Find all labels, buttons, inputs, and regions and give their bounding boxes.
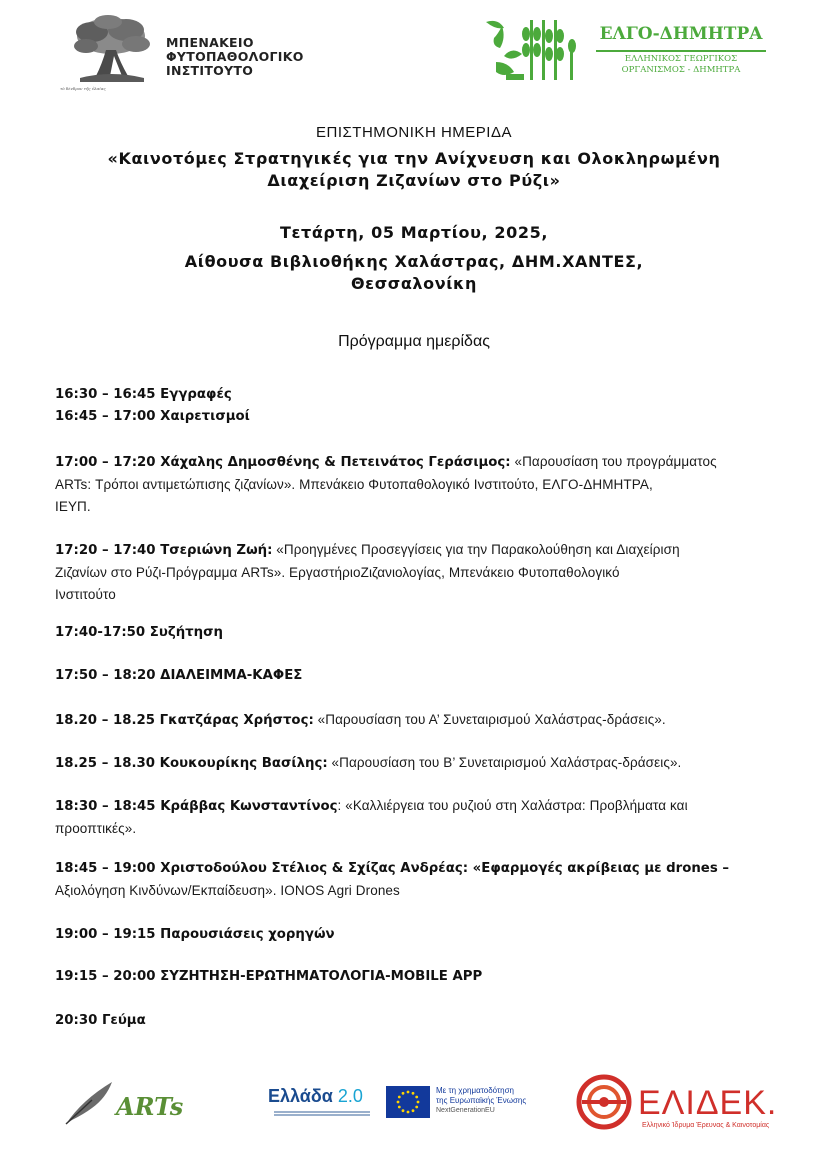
schedule-time: 18.20 – 18.25	[55, 713, 160, 728]
elidek-logo	[576, 1074, 806, 1134]
elgo-wheat-icon	[484, 16, 588, 84]
sponsor-footer	[0, 1070, 828, 1140]
event-venue	[0, 251, 828, 295]
institute-name-line: ΙΝΣΤΙΤΟΥΤΟ	[166, 63, 254, 78]
institute-name	[166, 36, 304, 78]
schedule-item	[55, 406, 775, 428]
schedule-item	[55, 752, 775, 775]
schedule-time: 17:40-17:50 Συζήτηση	[55, 625, 223, 640]
schedule-item	[55, 966, 775, 988]
event-title-line: «Καινοτόμες Στρατηγικές για την Ανίχνευση και Ολοκληρωμένη	[107, 149, 721, 168]
schedule-speaker: Τσεριώνη Ζωή:	[160, 543, 273, 558]
schedule-description: «Παρουσίαση του Β’ Συνεταιρισμού Χαλάστρας-δράσεις».	[327, 755, 682, 770]
arts-label: ARTs	[116, 1092, 184, 1121]
greece-tagline	[274, 1110, 370, 1118]
schedule-description: προοπτικές».	[55, 821, 137, 836]
elgo-title: ΕΛΓΟ-ΔΗΜΗΤΡΑ	[599, 24, 763, 44]
schedule-time: 17:50 – 18:20 ΔΙΑΛΕΙΜΜΑ-ΚΑΦΕΣ	[55, 668, 303, 683]
tree-caption: τὸ δένδρον τῆς ἐλαίας	[60, 86, 106, 91]
elidek-swirl-icon	[576, 1074, 632, 1130]
schedule-time: 17:20 – 17:40	[55, 543, 161, 558]
schedule-speaker: Γκατζάρας Χρήστος:	[159, 713, 314, 728]
elgo-wordmark	[592, 22, 770, 84]
eu-line: της Ευρωπαϊκής Ένωσης	[436, 1096, 527, 1105]
schedule-item	[55, 858, 775, 902]
elgo-subtitle-line: ΟΡΓΑΝΙΣΜΟΣ - ΔΗΜΗΤΡΑ	[621, 65, 741, 75]
schedule-time: 20:30 Γεύμα	[55, 1013, 146, 1028]
schedule-item	[55, 1010, 775, 1032]
schedule-description: Ζιζανίων στο Ρύζι-Πρόγραμμα ARTs». ΕργαστήριοΖιζανιολογίας, Μπενάκειο Φυτοπαθολογικό	[55, 565, 620, 580]
eu-funding-text	[436, 1086, 526, 1116]
schedule-item	[55, 622, 775, 644]
eu-nextgen: NextGenerationEU	[436, 1107, 495, 1114]
schedule-time: 18:45 – 19:00	[55, 861, 161, 876]
schedule-description: : «Καλλιέργεια του ρυζιού στη Χαλάστρα: Προβλήματα και	[337, 798, 688, 813]
schedule-speaker: Κουκουρίκης Βασίλης:	[159, 756, 328, 771]
schedule-description: Ινστιτούτο	[55, 587, 116, 602]
schedule-description: ARTs: Τρόποι αντιμετώπισης ζιζανίων». Μπενάκειο Φυτοπαθολογικό Ινστιτούτο, ΕΛΓΟ-ΔΗΜΗΤΡΑ,	[55, 477, 653, 492]
eu-line: Με τη χρηματοδότηση	[436, 1086, 514, 1095]
schedule-time: 17:00 – 17:20	[55, 455, 161, 470]
schedule-item	[55, 924, 775, 946]
greece-word: Ελλάδα	[268, 1086, 333, 1106]
elgo-subtitle-line: ΕΛΛΗΝΙΚΟΣ ΓΕΩΡΓΙΚΟΣ	[624, 54, 738, 64]
elgo-subtitle	[592, 54, 770, 76]
schedule-item	[55, 665, 775, 687]
schedule-speaker: Κράββας Κωνσταντίνος	[160, 799, 338, 814]
elidek-subtitle: Ελληνικό Ίδρυμα Έρευνας & Καινοτομίας	[642, 1122, 770, 1129]
schedule-item	[55, 795, 775, 840]
schedule-item	[55, 539, 775, 606]
schedule-item	[55, 384, 775, 406]
greece-label	[268, 1086, 363, 1107]
event-venue-line: Αίθουσα Βιβλιοθήκης Χαλάστρας, ΔΗΜ.ΧΑΝΤΕΣ,	[184, 252, 644, 271]
eu-flag-icon	[386, 1086, 430, 1118]
feather-quill-icon	[62, 1078, 118, 1128]
institute-name-line: ΦΥΤΟΠΑΘΟΛΟΓΙΚΟ	[166, 49, 304, 64]
schedule-time: 18:30 – 18:45	[55, 799, 161, 814]
schedule-speaker: Χριστοδούλου Στέλιος & Σχίζας Ανδρέας:	[160, 861, 473, 876]
schedule-description: «Προηγμένες Προσεγγίσεις για την Παρακολούθηση και Διαχείριση	[272, 542, 680, 557]
greece-number: 2.0	[337, 1086, 363, 1106]
schedule-item	[55, 451, 775, 518]
arts-logo	[62, 1078, 202, 1128]
schedule-speaker: Χάχαλης Δημοσθένης & Πετεινάτος Γεράσιμος:	[160, 455, 511, 470]
schedule-time: 16:30 – 16:45 Εγγραφές	[55, 387, 232, 402]
elidek-name: ΕΛΙΔΕΚ.	[638, 1084, 778, 1122]
schedule-time: 18.25 – 18.30	[55, 756, 160, 771]
event-title-line: Διαχείριση Ζιζανίων στο Ρύζι»	[267, 171, 561, 190]
olive-tree-icon	[56, 10, 166, 92]
schedule-time: 19:15 – 20:00 ΣΥΖΗΤΗΣΗ-ΕΡΩΤΗΜΑΤΟΛΟΓΙΑ-MOBILE APP	[55, 969, 483, 984]
event-title	[0, 148, 828, 192]
event-date: Τετάρτη, 05 Μαρτίου, 2025,	[279, 223, 549, 242]
elgo-divider	[596, 50, 766, 52]
greece-2-0-logo	[268, 1086, 382, 1122]
schedule-description: «Παρουσίαση του προγράμματος	[510, 454, 717, 469]
elgo-dimitra-logo	[484, 16, 774, 86]
schedule-description: ΙΕΥΠ.	[55, 499, 91, 514]
schedule-item	[55, 709, 775, 732]
eu-funding-logo	[386, 1084, 546, 1126]
event-venue-line: Θεσσαλονίκη	[350, 274, 478, 293]
benaki-institute-logo	[56, 10, 346, 92]
institute-name-line: ΜΠΕΝΑΚΕΙΟ	[166, 35, 254, 50]
schedule-time: 19:00 – 19:15 Παρουσιάσεις χορηγών	[55, 927, 335, 942]
schedule-speaker: «Εφαρμογές ακρίβειας με drones –	[472, 861, 730, 876]
program-heading: Πρόγραμμα ημερίδας	[338, 333, 490, 350]
schedule-description: «Παρουσίαση του Α’ Συνεταιρισμού Χαλάστρας-δράσεις».	[313, 712, 666, 727]
schedule-description: Αξιολόγηση Κινδύνων/Εκπαίδευση». IONOS Agri Drones	[55, 883, 400, 898]
event-type: ΕΠΙΣΤΗΜΟΝΙΚΗ ΗΜΕΡΙΔΑ	[316, 124, 512, 141]
schedule-time: 16:45 – 17:00 Χαιρετισμοί	[55, 409, 250, 424]
